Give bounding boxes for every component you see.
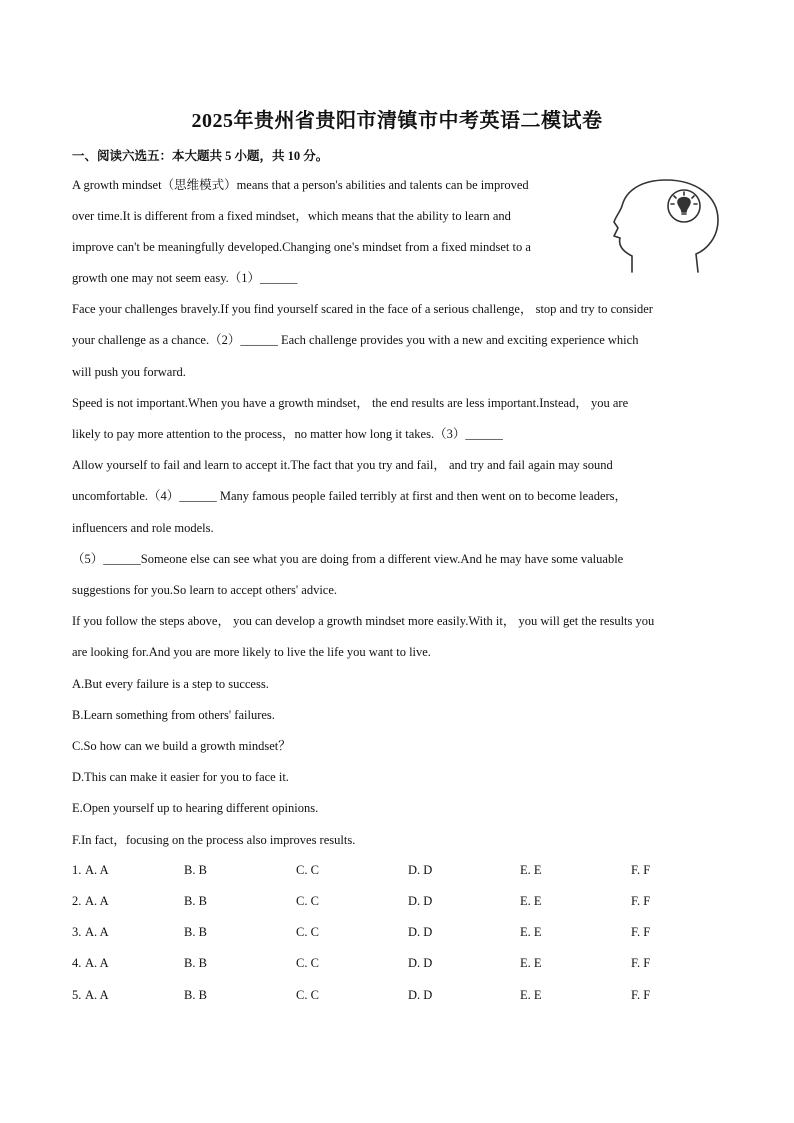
passage-line: influencers and role models.	[72, 521, 214, 535]
option-e[interactable]: E. E	[520, 956, 542, 970]
option-f[interactable]: F. F	[631, 863, 651, 877]
passage-line: growth one may not seem easy.（1）______	[72, 271, 298, 285]
option-a[interactable]: A. A	[85, 863, 109, 877]
option-f[interactable]: F. F	[631, 956, 651, 970]
question-row-5	[72, 988, 732, 1004]
question-number: 5.	[72, 988, 82, 1002]
option-a[interactable]: A. A	[85, 894, 109, 908]
option-f[interactable]: F. F	[631, 988, 651, 1002]
page-title: 2025年贵州省贵阳市清镇市中考英语二模试卷	[191, 110, 603, 132]
passage-line: Face your challenges bravely.If you find yourself scared in the face of a serious challenge， stop and try to consider	[72, 302, 653, 316]
option-d[interactable]: D. D	[408, 863, 433, 877]
option-a[interactable]: A. A	[85, 925, 109, 939]
question-row-3	[72, 925, 732, 941]
option-b[interactable]: B. B	[184, 925, 207, 939]
option-e[interactable]: E. E	[520, 863, 542, 877]
option-d[interactable]: D. D	[408, 956, 433, 970]
head-with-lightbulb-icon	[608, 176, 726, 274]
passage-line: are looking for.And you are more likely to live the life you want to live.	[72, 645, 431, 659]
question-row-1	[72, 863, 732, 879]
passage-line: Speed is not important.When you have a growth mindset， the end results are less important.Instead， you are	[72, 396, 629, 410]
passage-line: likely to pay more attention to the process，no matter how long it takes.（3）______	[72, 427, 503, 441]
option-c[interactable]: C. C	[296, 988, 319, 1002]
passage-line: your challenge as a chance.（2）______ Each challenge provides you with a new and exciting experience which	[72, 333, 639, 347]
option-c[interactable]: C. C	[296, 956, 319, 970]
question-row-4	[72, 956, 732, 972]
choice-a: A.But every failure is a step to success.	[72, 677, 269, 691]
option-c[interactable]: C. C	[296, 925, 319, 939]
question-number: 3.	[72, 925, 82, 939]
passage-line: （5）______Someone else can see what you are doing from a different view.And he may have some valuable	[72, 552, 624, 566]
option-b[interactable]: B. B	[184, 988, 207, 1002]
option-b[interactable]: B. B	[184, 894, 207, 908]
option-b[interactable]: B. B	[184, 863, 207, 877]
option-c[interactable]: C. C	[296, 894, 319, 908]
option-f[interactable]: F. F	[631, 925, 651, 939]
passage-line: A growth mindset（思维模式）means that a person's abilities and talents can be improved	[72, 178, 529, 192]
section-heading: 一、阅读六选五：本大题共 5 小题，共 10 分。	[72, 149, 329, 163]
question-row-2	[72, 894, 732, 910]
option-a[interactable]: A. A	[85, 988, 109, 1002]
option-e[interactable]: E. E	[520, 925, 542, 939]
choice-d: D.This can make it easier for you to face it.	[72, 770, 289, 784]
question-number: 4.	[72, 956, 82, 970]
passage-line: will push you forward.	[72, 365, 186, 379]
question-number: 1.	[72, 863, 82, 877]
choice-c: C.So how can we build a growth mindset？	[72, 739, 291, 753]
option-c[interactable]: C. C	[296, 863, 319, 877]
option-f[interactable]: F. F	[631, 894, 651, 908]
choice-e: E.Open yourself up to hearing different opinions.	[72, 801, 319, 815]
option-d[interactable]: D. D	[408, 894, 433, 908]
passage-line: Allow yourself to fail and learn to accept it.The fact that you try and fail， and try and fail again may sound	[72, 458, 613, 472]
question-number: 2.	[72, 894, 82, 908]
option-b[interactable]: B. B	[184, 956, 207, 970]
option-d[interactable]: D. D	[408, 925, 433, 939]
passage-line: uncomfortable.（4）______ Many famous people failed terribly at first and then went on to become leaders，	[72, 489, 628, 503]
choice-b: B.Learn something from others' failures.	[72, 708, 275, 722]
option-e[interactable]: E. E	[520, 894, 542, 908]
passage-line: over time.It is different from a fixed mindset，which means that the ability to learn and	[72, 209, 511, 223]
choice-f: F.In fact，focusing on the process also improves results.	[72, 833, 356, 847]
passage-line: If you follow the steps above， you can develop a growth mindset more easily.With it， you will get the results you	[72, 614, 655, 628]
option-e[interactable]: E. E	[520, 988, 542, 1002]
option-a[interactable]: A. A	[85, 956, 109, 970]
passage-line: improve can't be meaningfully developed.Changing one's mindset from a fixed mindset to a	[72, 240, 531, 254]
option-d[interactable]: D. D	[408, 988, 433, 1002]
passage-line: suggestions for you.So learn to accept others' advice.	[72, 583, 338, 597]
